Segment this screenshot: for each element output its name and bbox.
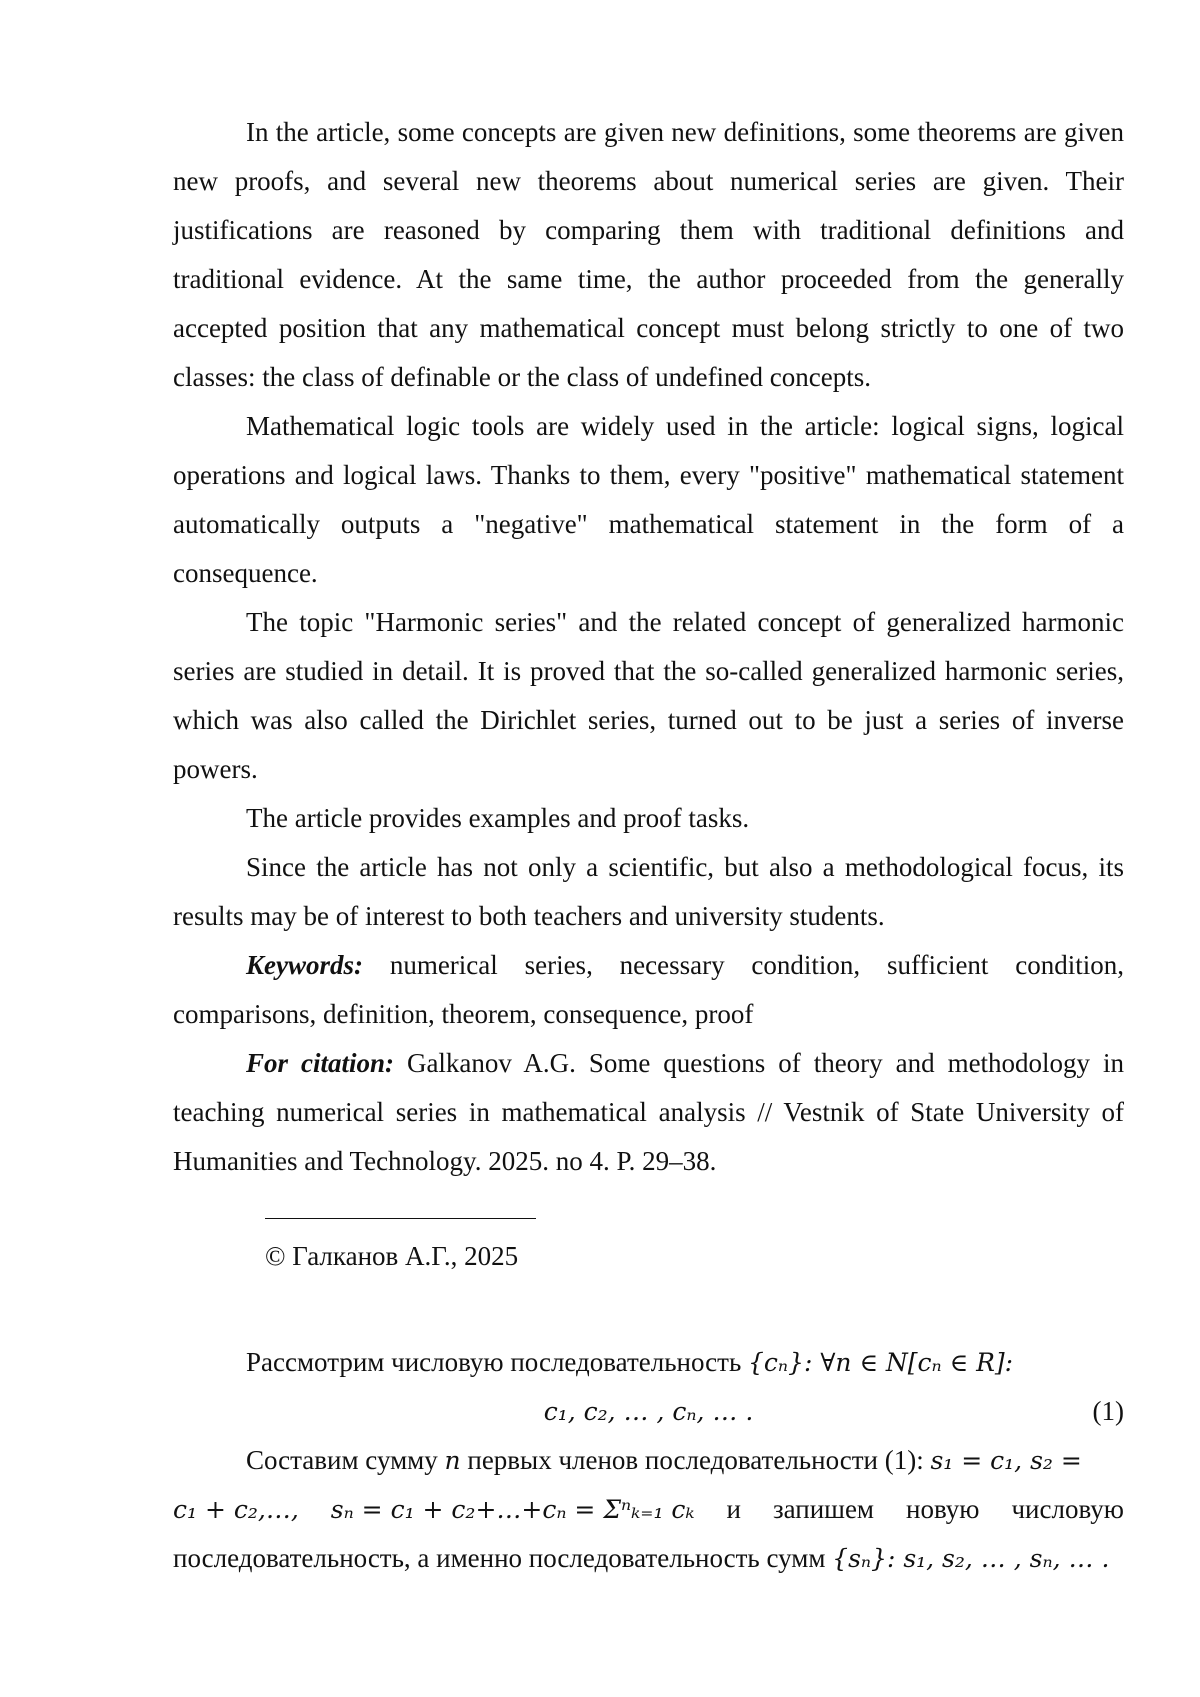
abstract-paragraph-5: Since the article has not only a scientific, but also a methodological focus, its results may be of interest to both teachers and university students. bbox=[173, 852, 1124, 931]
partial-sums-line-1 bbox=[173, 1436, 1124, 1485]
citation-text: Galkanov A.G. Some questions of theory and methodology in teaching numerical series in mathematical analysis // Vestnik of State University of Humanities and Technology. 2025. no 4. P. 29–38. bbox=[173, 1048, 1125, 1176]
russian-text-section bbox=[173, 1338, 1124, 1583]
keywords-paragraph bbox=[173, 941, 1124, 1039]
partial-sums-word: запишем bbox=[772, 1494, 875, 1524]
sequence-intro bbox=[173, 1338, 1124, 1387]
partial-sums-text-a: Составим сумму bbox=[246, 1445, 445, 1475]
equation-1-row bbox=[173, 1387, 1124, 1436]
partial-sums-word: новую bbox=[906, 1494, 980, 1524]
keywords-text: numerical series, necessary condition, sufficient condition, comparisons, definition, theorem, consequence, proof bbox=[173, 950, 1124, 1029]
sequence-definition-formula: {cₙ}: ∀n ∈ N[cₙ ∈ R]: bbox=[748, 1348, 1014, 1377]
abstract-paragraph-1: In the article, some concepts are given new definitions, some theorems are given new proofs, and several new theorems about numerical series are given. Their justifications are reasoned by comparing them with traditional definitions and traditional evidence. At the same time, the author proceeded from the generally accepted position that any mathematical concept must belong strictly to one of two classes: the class of definable or the class of undefined concepts. bbox=[173, 117, 1124, 392]
partial-sums-line-3 bbox=[173, 1534, 1124, 1583]
abstract-section bbox=[173, 108, 1124, 1186]
copyright-note: © Галканов А.Г., 2025 bbox=[265, 1241, 519, 1271]
partial-sums-line-2 bbox=[173, 1485, 1124, 1534]
partial-sums-word: числовую bbox=[1011, 1494, 1124, 1524]
partial-sums-formula-sum: sₙ = c₁ + c₂+…+cₙ = Σⁿₖ₌₁ cₖ bbox=[330, 1495, 695, 1524]
abstract-paragraph-3: The topic "Harmonic series" and the related concept of generalized harmonic series are studied in detail. It is proved that the so-called generalized harmonic series, which was also called the Dirichlet series, turned out to be just a series of inverse powers. bbox=[173, 607, 1124, 784]
keywords-label: Keywords: bbox=[246, 950, 363, 980]
partial-sums-n: n bbox=[444, 1446, 461, 1475]
citation-paragraph bbox=[173, 1039, 1124, 1186]
equation-1-formula: c₁, c₂, … , cₙ, … . bbox=[543, 1397, 754, 1426]
abstract-paragraph-2: Mathematical logic tools are widely used in the article: logical signs, logical operations and logical laws. Thanks to them, every "positive" mathematical statement automatically outputs a "negative" mathematical statement in the form of a consequence. bbox=[173, 411, 1124, 588]
footnote-divider bbox=[265, 1218, 536, 1219]
equation-1-number: (1) bbox=[1092, 1396, 1124, 1426]
partial-sums-line-3-text: последовательность, а именно последовательность сумм bbox=[173, 1543, 833, 1573]
partial-sums-text-b: первых членов последовательности (1): bbox=[460, 1445, 931, 1475]
partial-sums-sequence-formula: {sₙ}: s₁, s₂, … , sₙ, … . bbox=[832, 1544, 1110, 1573]
citation-label: For citation: bbox=[246, 1048, 394, 1078]
partial-sums-formula-mid: c₁ + c₂,…, bbox=[173, 1495, 299, 1524]
abstract-paragraph-4: The article provides examples and proof tasks. bbox=[246, 803, 750, 833]
partial-sums-word: и bbox=[726, 1494, 741, 1524]
sequence-intro-text: Рассмотрим числовую последовательность bbox=[246, 1347, 749, 1377]
partial-sums-formula-start: s₁ = c₁, s₂ = bbox=[930, 1446, 1082, 1475]
